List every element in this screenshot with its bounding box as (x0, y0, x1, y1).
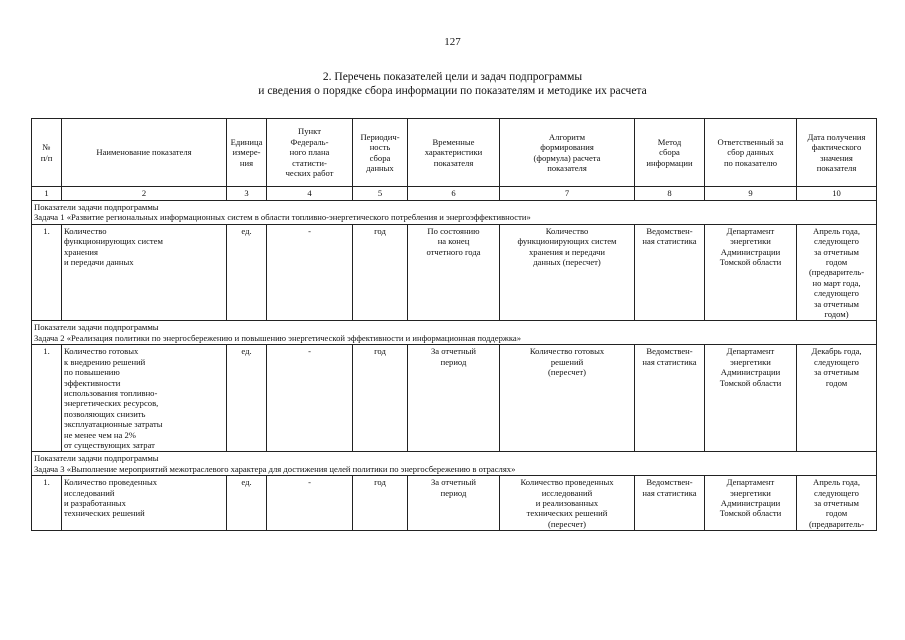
header-cell-responsible: Ответственный за сбор данных по показателю (705, 119, 797, 187)
collection-method: Ведомствен- ная статистика (635, 476, 705, 531)
row-number: 1. (32, 345, 62, 452)
document-title-line-1: 2. Перечень показателей цели и задач подпрограммы (322, 71, 583, 83)
indicator-name: Количество функционирующих систем хранения и передачи данных (62, 224, 227, 321)
collection-method: Ведомствен- ная статистика (635, 345, 705, 452)
column-number-row (32, 187, 877, 201)
column-number: 6 (408, 187, 500, 201)
time-characteristics: По состоянию на конец отчетного года (408, 224, 500, 321)
section-header-row (32, 452, 877, 476)
header-cell-plan-item: Пункт Федераль- ного плана статисти- ческих работ (267, 119, 353, 187)
column-number: 3 (227, 187, 267, 201)
time-characteristics: За отчетный период (408, 345, 500, 452)
periodicity: год (353, 345, 408, 452)
table-row (32, 224, 877, 321)
row-number: 1. (32, 476, 62, 531)
date-received: Апрель года, следующего за отчетным годом (предваритель- (797, 476, 877, 531)
algorithm: Количество функционирующих систем хранения и передачи данных (пересчет) (500, 224, 635, 321)
header-cell-collection-method: Метод сбора информации (635, 119, 705, 187)
document-title (0, 70, 905, 98)
section-header-row (32, 201, 877, 225)
table-row (32, 476, 877, 531)
plan-item: - (267, 476, 353, 531)
header-cell-time-characteristics: Временные характеристики показателя (408, 119, 500, 187)
indicators-table (31, 118, 877, 531)
unit: ед. (227, 345, 267, 452)
page-number: 127 (444, 36, 461, 48)
collection-method: Ведомствен- ная статистика (635, 224, 705, 321)
responsible: Департамент энергетики Администрации Томской области (705, 345, 797, 452)
column-number: 7 (500, 187, 635, 201)
section-header-cell (32, 201, 877, 225)
column-number: 4 (267, 187, 353, 201)
date-received: Декабрь года, следующего за отчетным годом (797, 345, 877, 452)
section-task: Задача 3 «Выполнение мероприятий межотраслевого характера для достижения целей политики по энергосбережению в отраслях» (34, 463, 516, 474)
column-number: 2 (62, 187, 227, 201)
section-header-cell (32, 452, 877, 476)
document-title-line-2: и сведения о порядке сбора информации по показателям и методике их расчета (258, 85, 647, 97)
row-number: 1. (32, 224, 62, 321)
section-header-row (32, 321, 877, 345)
header-cell-date: Дата получения фактического значения показателя (797, 119, 877, 187)
section-label: Показатели задачи подпрограммы (34, 202, 159, 212)
section-task: Задача 1 «Развитие региональных информационных систем в области топливно-энергетического потребления и энергоэффективности» (34, 212, 531, 223)
indicator-name: Количество проведенных исследований и разработанных технических решений (62, 476, 227, 531)
indicator-name: Количество готовых к внедрению решений по повышению эффективности использования топливно- энергетических ресурсов, позволяющих снизить эксплуатационные затраты не менее чем на 2% от существующих затрат (62, 345, 227, 452)
responsible: Департамент энергетики Администрации Томской области (705, 224, 797, 321)
header-cell-unit: Единица измере- ния (227, 119, 267, 187)
column-number: 10 (797, 187, 877, 201)
responsible: Департамент энергетики Администрации Томской области (705, 476, 797, 531)
section-label: Показатели задачи подпрограммы (34, 453, 159, 464)
header-cell-name: Наименование показателя (62, 119, 227, 187)
unit: ед. (227, 224, 267, 321)
column-number: 1 (32, 187, 62, 201)
column-number: 5 (353, 187, 408, 201)
table-header-row (32, 119, 877, 187)
header-cell-algorithm: Алгоритм формирования (формула) расчета показателя (500, 119, 635, 187)
table-row (32, 345, 877, 452)
section-label: Показатели задачи подпрограммы (34, 322, 159, 333)
algorithm: Количество готовых решений (пересчет) (500, 345, 635, 452)
header-cell-periodicity: Периодич- ность сбора данных (353, 119, 408, 187)
column-number: 9 (705, 187, 797, 201)
unit: ед. (227, 476, 267, 531)
periodicity: год (353, 224, 408, 321)
section-task: Задача 2 «Реализация политики по энергосбережению и повышению энергетической эффективности и информационная поддержка» (34, 332, 521, 343)
plan-item: - (267, 345, 353, 452)
algorithm: Количество проведенных исследований и реализованных технических решений (пересчет) (500, 476, 635, 531)
date-received: Апрель года, следующего за отчетным годом (предваритель- но март года, следующего за отчетным годом) (797, 224, 877, 321)
periodicity: год (353, 476, 408, 531)
column-number: 8 (635, 187, 705, 201)
time-characteristics: За отчетный период (408, 476, 500, 531)
header-cell-number: № п/п (32, 119, 62, 187)
plan-item: - (267, 224, 353, 321)
section-header-cell (32, 321, 877, 345)
